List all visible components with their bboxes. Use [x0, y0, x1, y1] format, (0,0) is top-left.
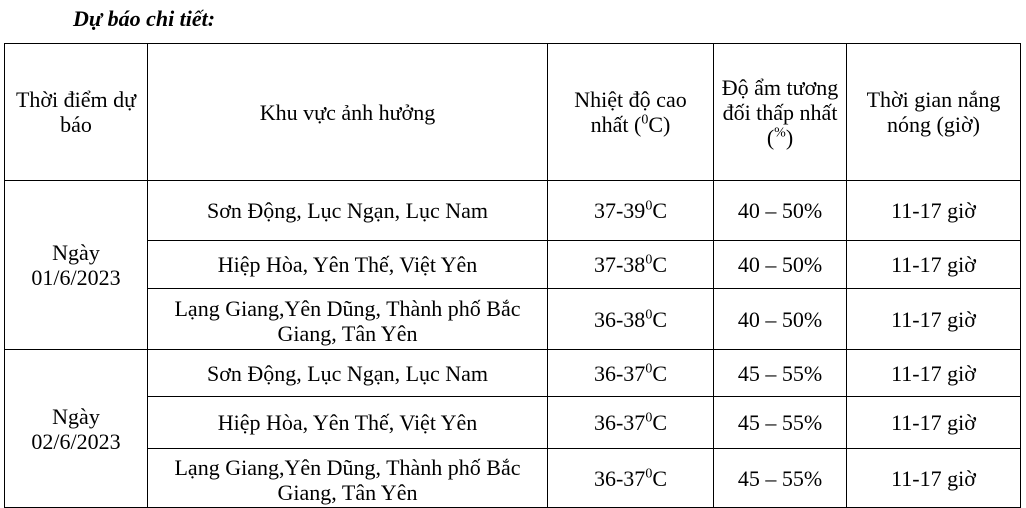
- humidity-cell: 45 – 55%: [714, 449, 847, 508]
- temperature-cell: $37-38^0C$: [548, 241, 714, 289]
- temperature-cell: $36-37^0C$: [548, 449, 714, 508]
- forecast-table: [4, 43, 1021, 508]
- forecast-date-cell: Ngày 02/6/2023: [5, 350, 148, 508]
- duration-cell: 11-17 giờ: [847, 241, 1021, 289]
- duration-cell: 11-17 giờ: [847, 181, 1021, 241]
- duration-cell: 11-17 giờ: [847, 350, 1021, 397]
- forecast-date-cell: Ngày 01/6/2023: [5, 181, 148, 350]
- humidity-cell: 45 – 55%: [714, 350, 847, 397]
- temperature-cell: $36-37^0C$: [548, 350, 714, 397]
- humidity-cell: 40 – 50%: [714, 181, 847, 241]
- area-cell: Lạng Giang,Yên Dũng, Thành phố Bắc Giang, Tân Yên: [148, 289, 548, 350]
- area-cell: Sơn Động, Lục Ngạn, Lục Nam: [148, 350, 548, 397]
- table-row: [5, 350, 1021, 397]
- section-heading: Dự báo chi tiết:: [73, 6, 216, 31]
- table-header-row: [5, 44, 1021, 181]
- area-cell: Hiệp Hòa, Yên Thế, Việt Yên: [148, 241, 548, 289]
- duration-cell: 11-17 giờ: [847, 449, 1021, 508]
- humidity-cell: 40 – 50%: [714, 241, 847, 289]
- area-cell: Lạng Giang,Yên Dũng, Thành phố Bắc Giang, Tân Yên: [148, 449, 548, 508]
- table-row: [5, 241, 1021, 289]
- table-row: [5, 397, 1021, 449]
- table-row: [5, 449, 1021, 508]
- humidity-cell: 40 – 50%: [714, 289, 847, 350]
- temperature-cell: $36-38^0C$: [548, 289, 714, 350]
- header-forecast-time: Thời điểm dự báo: [5, 44, 148, 181]
- header-min-humidity: Độ ẩm tương đối thấp nhất (%): [714, 44, 847, 181]
- temperature-cell: $36-37^0C$: [548, 397, 714, 449]
- humidity-cell: 45 – 55%: [714, 397, 847, 449]
- duration-cell: 11-17 giờ: [847, 397, 1021, 449]
- area-cell: Sơn Động, Lục Ngạn, Lục Nam: [148, 181, 548, 241]
- area-cell: Hiệp Hòa, Yên Thế, Việt Yên: [148, 397, 548, 449]
- temperature-cell: $37-39^0C$: [548, 181, 714, 241]
- header-heat-duration: Thời gian nắng nóng (giờ): [847, 44, 1021, 181]
- table-row: [5, 181, 1021, 241]
- header-affected-area: Khu vực ảnh hưởng: [148, 44, 548, 181]
- duration-cell: 11-17 giờ: [847, 289, 1021, 350]
- header-max-temperature: Nhiệt độ cao nhất ($^0$C): [548, 44, 714, 181]
- table-row: [5, 289, 1021, 350]
